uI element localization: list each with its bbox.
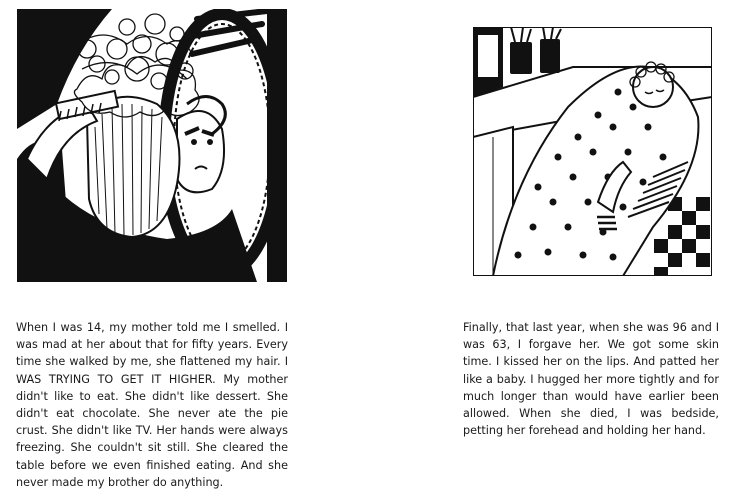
elderly-mother-in-bed-illustration xyxy=(473,27,712,276)
left-page-paragraph: When I was 14, my mother told me I smelled. I was mad at her about that for fifty years. Every time she walked by me, she flattened my hair. I WAS TRYING TO GET IT HIGHER. My mother didn't like to eat. She didn't like dessert. She didn't eat chocolate. She never ate the pie crust. She didn't like TV. Her hands were always freezing. She couldn't sit still. She cleared the table before we even finished eating. And she never made my brother do anything. xyxy=(16,321,288,489)
woman-at-mirror-illustration xyxy=(17,9,287,282)
right-page-paragraph: Finally, that last year, when she was 96 and I was 63, I forgave her. We got some skin time. I kissed her on the lips. And patted her like a baby. I hugged her more tightly and for much longer than would have earlier been allowed. When she died, I was bedside, petting her forehead and holding her hand. xyxy=(463,321,719,438)
